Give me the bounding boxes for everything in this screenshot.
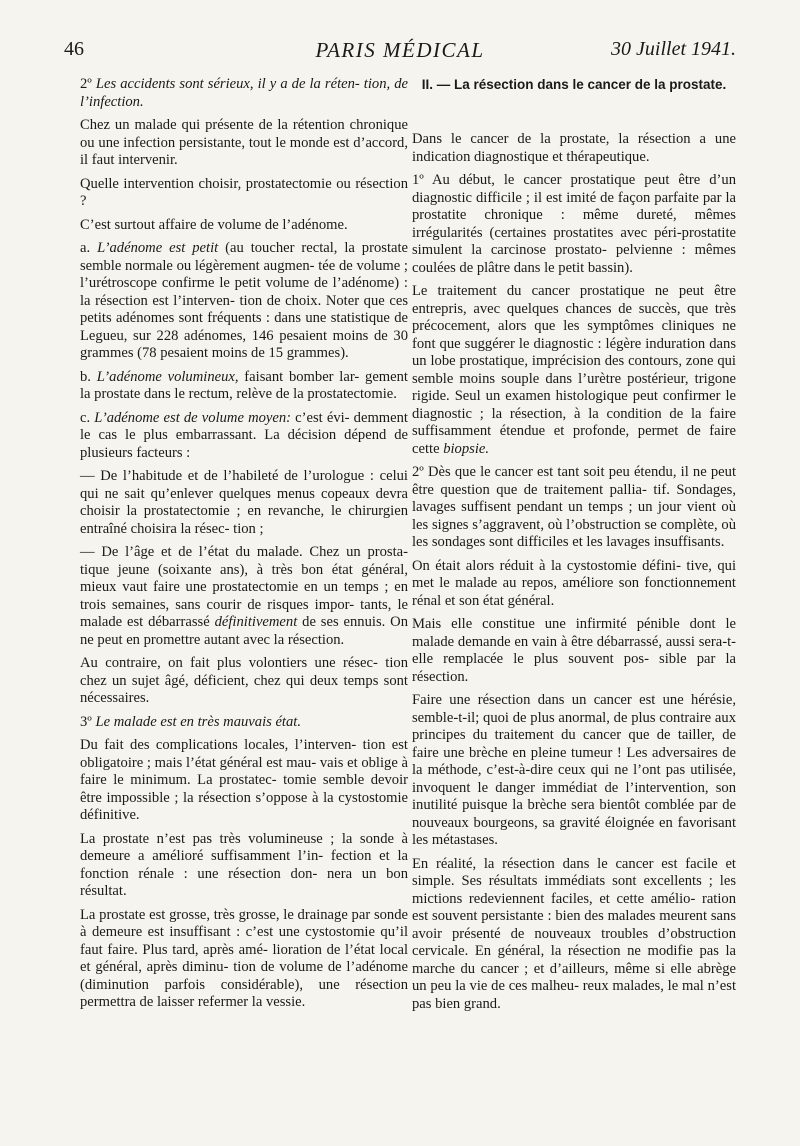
item-text: de ses ennuis. On ne peut en promettre autant avec la résection. — [80, 614, 408, 648]
paragraph: La prostate est grosse, très grosse, le drainage par sonde à demeure est insuffisant : c’est une cystostomie qu’il faut faire. Plus tard, après amé- lioration de l’état local et général, après diminu- tion de volume de l’adénome (diminution parfois considérable), une résection permettra de laisser refermer la vessie. — [80, 906, 408, 1010]
paragraph: Mais elle constitue une infirmité pénible dont le malade demande en vain à être débarrassé, aussi sera-t-elle remplacée le plus souvent pos- sible par la résection. — [412, 616, 736, 685]
paragraph: — De l’habitude et de l’habileté de l’urologue : celui qui ne sait qu’enlever quelques menus copeaux devra choisir la prostatectomie ; en revanche, le chirurgien entraîné choisira la résec- tion ; — [80, 468, 408, 537]
page-number: 46 — [64, 38, 84, 60]
emphasis: définitivement — [214, 614, 298, 630]
item-text: (au toucher rectal, la prostate semble normale ou légèrement augmen- tée de volume ; l’urétroscope confirme le petit volume de l’adénome) : la résection est l’interven- tion de choix. Noter que ces petits adénomes sont fréquents : dans une statistique de Legueu, sur 228 adénomes, 146 pesaient moins de 30 grammes (78 pesaient moins de 15 grammes). — [80, 240, 409, 361]
item-number: 3º — [80, 713, 92, 730]
paragraph: C’est surtout affaire de volume de l’adénome. — [80, 216, 348, 233]
item-letter: c. — [80, 409, 91, 426]
item-text: c’est évi- demment le cas le plus embarrassant. La décision dépend de plusieurs facteurs : — [80, 409, 408, 461]
section-heading: II. — La résection dans le cancer de la prostate. — [421, 77, 727, 92]
item-title: L’adénome est de volume moyen: — [94, 409, 292, 426]
paragraph — [412, 283, 736, 458]
item-title: L’adénome est petit — [97, 240, 219, 256]
paragraph: Quelle intervention choisir, prostatectomie ou résection ? — [80, 175, 408, 209]
paragraph — [80, 369, 408, 404]
issue-date: 30 Juillet 1941. — [611, 38, 736, 60]
paragraph — [80, 410, 408, 463]
item-text: — De l’âge et de l’état du malade. Chez un prosta- tique jeune (soixante ans), à très bon état général, mieux vaut faire une prostatectomie en un temps ; en trois semaines, sans courir de risques impor- tants, le malade est débarrassé — [80, 544, 408, 630]
paragraph — [80, 240, 408, 363]
emphasis: biopsie. — [443, 440, 490, 457]
item-number: 2º — [80, 76, 92, 92]
paragraph — [80, 714, 408, 732]
item-letter: a. — [80, 240, 91, 256]
paragraph: Au contraire, on fait plus volontiers une résec- tion chez un sujet âgé, déficient, chez qui deux temps sont nécessaires. — [80, 655, 408, 706]
paragraph: Dans le cancer de la prostate, la résection a une indication diagnostique et thérapeutique. — [412, 131, 736, 165]
paragraph: En réalité, la résection dans le cancer est facile et simple. Ses résultats immédiats sont excellents ; les mictions redeviennent faciles, et cette amélio- ration est souvent persistante : bien des malades meurent sans avoir présenté de nouveaux troubles d’obstruction cervicale. En général, la résection ne modifie pas la marche du cancer ; et d’ailleurs, même si elle abrège un peu la vie de ces malheu- reux malades, le mal n’est pas bien grand. — [412, 855, 736, 1012]
paragraph: Chez un malade qui présente de la rétention chronique ou une infection persistante, tout le monde est d’accord, il faut intervenir. — [80, 117, 408, 168]
paragraph — [80, 544, 408, 649]
item-title: Le malade est en très mauvais état. — [95, 713, 301, 730]
journal-title: PARIS MÉDICAL — [315, 38, 485, 62]
item-text: faisant bomber lar- gement la prostate dans le rectum, relève de la prostatectomie. — [80, 368, 408, 402]
item-text: Le traitement du cancer prostatique ne peut être entrepris, avec quelques chances de succès, que très précocement, alors que les symptômes cliniques ne font que suggérer le diagnostic : légère induration dans un lobe prostatique, imprécision des contours, zone qui semble moins souple dans l’urètre postérieur, trigone rigide. Seul un examen histologique peut confirmer le diagnostic ; la résection, à la condition de la faire suffisamment étendue et profonde, permet de faire cette — [412, 283, 736, 457]
paragraph: On était alors réduit à la cystostomie défini- tive, qui met le malade au repos, améliore son fonctionnement rénal et son état général. — [412, 557, 736, 609]
paragraph: 1º Au début, le cancer prostatique peut être d’un diagnostic difficile ; il est imité de façon parfaite par la prostatite chronique : même dureté, mêmes irrégularités (certaines prostatites avec péri-prostatite simulent la carcinose prostato- pelvienne : mêmes coulées de plâtre dans le petit bassin). — [412, 172, 736, 276]
right-column — [412, 76, 736, 1019]
paragraph — [80, 76, 408, 111]
paragraph: La prostate n’est pas très volumineuse ; la sonde à demeure a amélioré suffisamment l’in- fection et la fonction rénale : une résection don- nera un bon résultat. — [80, 830, 408, 899]
paragraph: Faire une résection dans un cancer est une hérésie, semble-t-il; quoi de plus anormal, de plus contraire aux principes du traitement du cancer que de tailler, de faire une brèche en pleine tumeur ! Les adversaires de la méthode, c’est-à-dire ceux qui ne l’ont pas utilisée, invoquent le danger immédiat de l’intervention, son inutilité puisque la brèche sera bientôt comblée par de nouveaux bourgeons, sa gravité éloignée en favorisant les métastases. — [412, 692, 736, 848]
item-title: L’adénome volumineux, — [96, 368, 239, 385]
paragraph: Du fait des complications locales, l’interven- tion est obligatoire ; mais l’état général est mau- vais et oblige à faire le minimum. La prostatec- tomie semble devoir être impossible ; la résection s’oppose à la cystostomie définitive. — [80, 737, 408, 823]
item-title: Les accidents sont sérieux, il y a de la réten- tion, de l’infection. — [80, 76, 408, 110]
left-column — [80, 76, 408, 1018]
page-header — [0, 38, 800, 68]
paragraph: 2º Dès que le cancer est tant soit peu étendu, il ne peut être question que de traitement pallia- tif. Sondages, lavages suffisent pendant un temps ; un jour vient où les signes s’aggravent, où l’obstruction se complète, où les sondages sont difficiles et les lavages insuffisants. — [412, 464, 736, 550]
item-letter: b. — [80, 368, 91, 385]
